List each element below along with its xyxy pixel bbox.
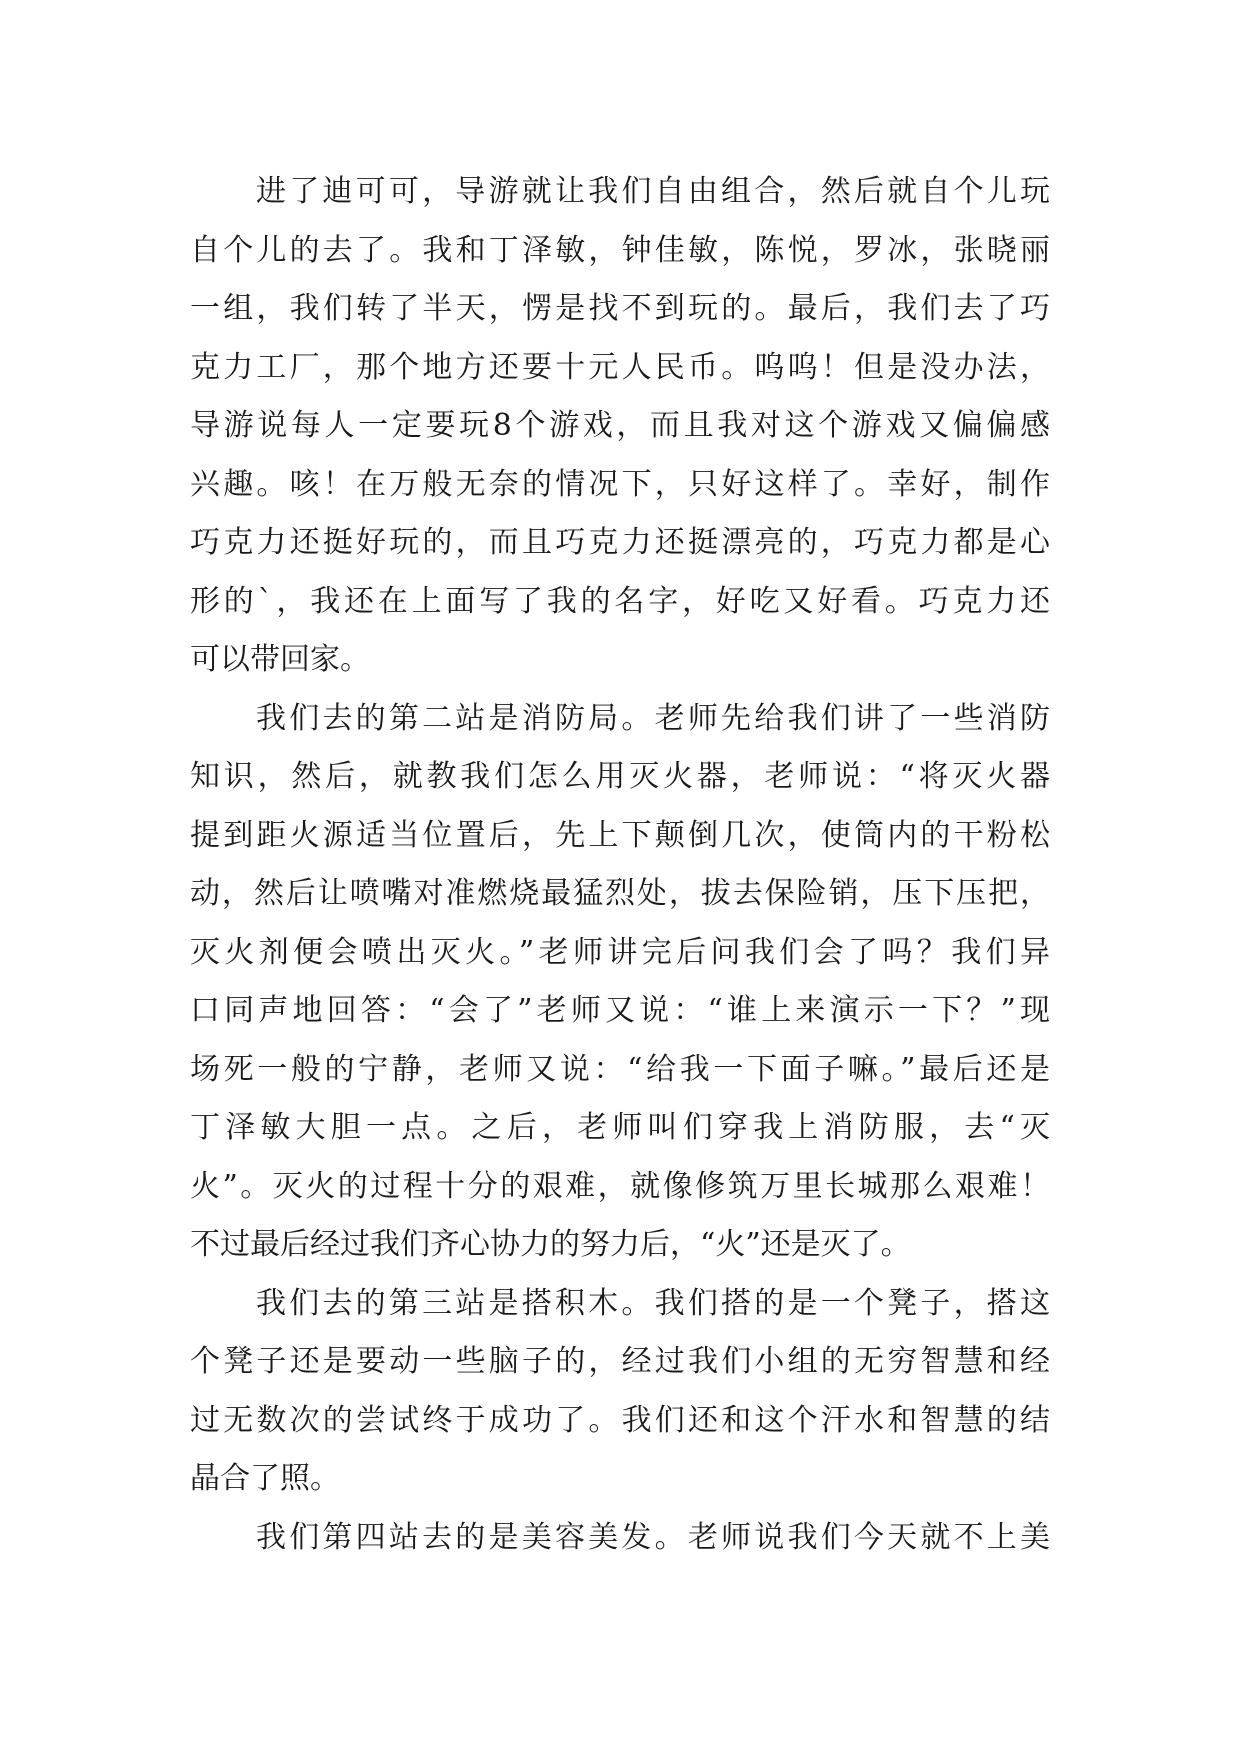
text-line: 我们第四站去的是美容美发。老师说我们今天就不上美 (256, 1519, 1050, 1555)
text-line: 我们去的第二站是消防局。老师先给我们讲了一些消防 (256, 700, 1050, 736)
text-line: 过无数次的尝试终于成功了。我们还和这个汗水和智慧的结 (190, 1402, 1050, 1438)
text-line: 个凳子还是要动一些脑子的，经过我们小组的无穷智慧和经 (190, 1344, 1050, 1379)
text-line: 可以带回家。 (190, 642, 370, 677)
text-line: 场死一般的宁静，老师又说：“给我一下面子嘛。”最后还是 (190, 1051, 1050, 1087)
text-line: 巧克力还挺好玩的，而且巧克力还挺漂亮的，巧克力都是心 (190, 525, 1050, 560)
text-line: 形的`，我还在上面写了我的名字，好吃又好看。巧克力还 (190, 583, 1050, 619)
text-line: 动，然后让喷嘴对准燃烧最猛烈处，拔去保险销，压下压把， (190, 876, 1050, 911)
text-line: 自个儿的去了。我和丁泽敏，钟佳敏，陈悦，罗冰，张晓丽 (190, 232, 1050, 268)
text-line: 导游说每人一定要玩8个游戏，而且我对这个游戏又偏偏感 (190, 408, 1050, 443)
document-body (190, 163, 1050, 1567)
paragraph (190, 690, 1050, 1275)
text-line: 晶合了照。 (190, 1461, 340, 1496)
text-line: 丁泽敏大胆一点。之后，老师叫们穿我上消防服，去“灭 (190, 1110, 1050, 1145)
text-line: 提到距火源适当位置后，先上下颠倒几次，使筒内的干粉松 (190, 817, 1050, 853)
text-line: 火”。灭火的过程十分的艰难，就像修筑万里长城那么艰难！ (190, 1168, 1050, 1204)
text-line: 不过最后经过我们齐心协力的努力后，“火”还是灭了。 (190, 1227, 911, 1262)
text-line: 进了迪可可，导游就让我们自由组合，然后就自个儿玩 (256, 174, 1050, 209)
text-line: 兴趣。咳！在万般无奈的情况下，只好这样了。幸好，制作 (190, 466, 1050, 502)
text-line: 我们去的第三站是搭积木。我们搭的是一个凳子，搭这 (256, 1285, 1050, 1321)
paragraph (190, 1509, 1050, 1568)
text-line: 克力工厂，那个地方还要十元人民币。呜呜！但是没办法， (190, 349, 1050, 385)
text-line: 一组，我们转了半天，愣是找不到玩的。最后，我们去了巧 (190, 291, 1050, 326)
paragraph (190, 1275, 1050, 1509)
text-line: 口同声地回答：“会了”老师又说：“谁上来演示一下？”现 (190, 993, 1050, 1028)
text-line: 灭火剂便会喷出灭火。”老师讲完后问我们会了吗？我们异 (190, 934, 1050, 970)
text-line: 知识，然后，就教我们怎么用灭火器，老师说：“将灭火器 (190, 759, 1050, 794)
paragraph (190, 163, 1050, 690)
